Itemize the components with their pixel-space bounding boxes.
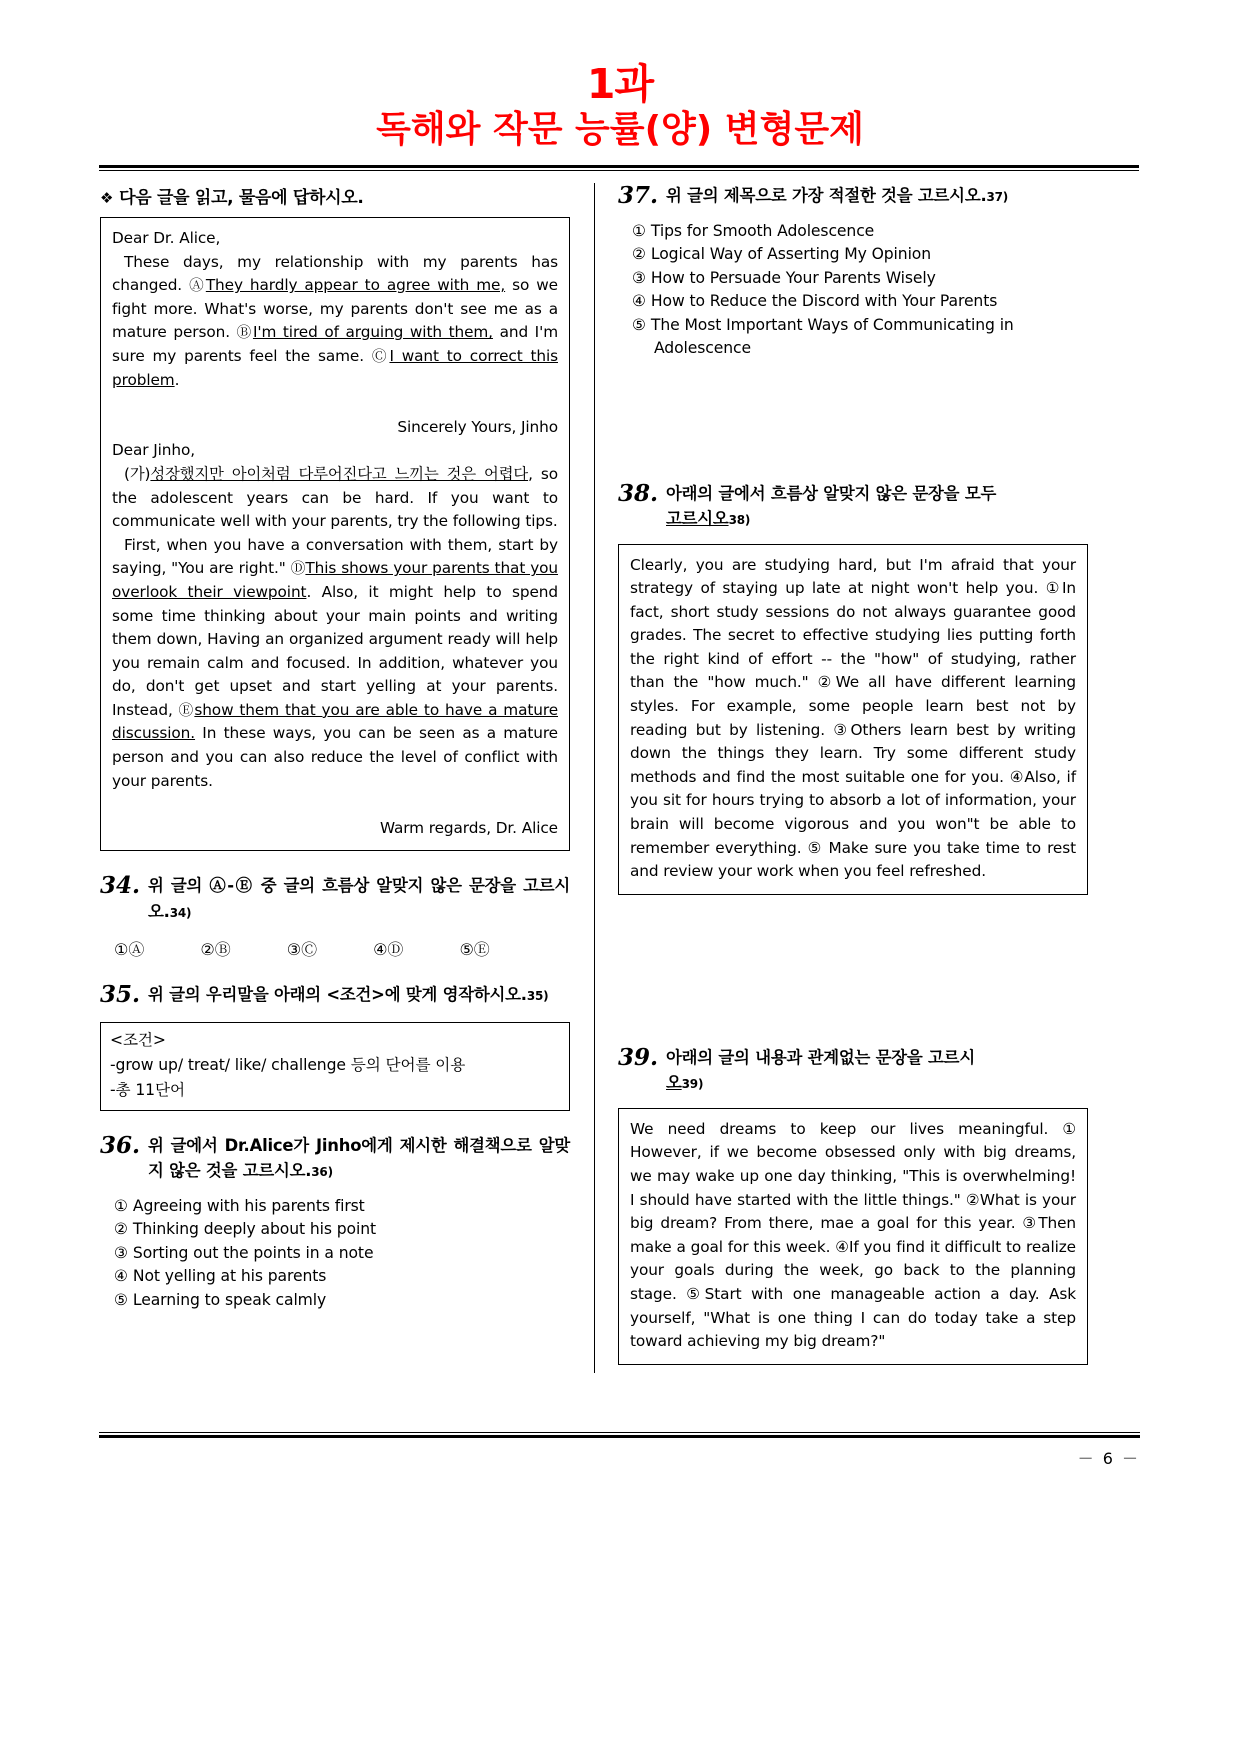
marker-d-icon: Ⓓ	[290, 560, 306, 578]
question-37-footnote: 37)	[986, 190, 1009, 204]
condition-line-1: -grow up/ treat/ like/ challenge 등의 단어를 이용	[110, 1055, 466, 1074]
choice-34-5[interactable]: ⑤Ⓔ	[459, 940, 490, 960]
question-34-footnote: 34)	[169, 905, 192, 920]
condition-box	[100, 1022, 570, 1111]
question-35-head	[100, 982, 570, 1010]
left-column	[100, 183, 594, 1373]
p2-underline-korean: 성장했지만 아이처럼 다루어진다고 느끼는 것은 어렵다	[150, 464, 529, 483]
choice-37-5[interactable]	[632, 314, 1088, 338]
choice-37-5-label: The Most Important Ways of Communicating in	[650, 315, 1014, 334]
question-39-prompt-line2: 오	[666, 1073, 682, 1093]
question-35-number: 35.	[100, 981, 141, 1009]
choice-36-3-number: ③	[114, 1243, 128, 1262]
question-39-head	[618, 1045, 1088, 1098]
p1-underline-3: I want to correct this problem	[112, 346, 558, 389]
choice-36-4-label: Not yelling at his parents	[132, 1267, 327, 1286]
question-39-number: 39.	[618, 1043, 659, 1071]
p1-underline-2: I'm tired of arguing with them,	[252, 323, 493, 342]
question-38	[618, 481, 1088, 895]
p2-seg-a: , so the adolescent years can be hard. If you want to communicate well with your parents, try the following tips.	[112, 464, 558, 531]
question-38-footnote: 38)	[728, 513, 751, 527]
p3-seg-a: First, when you have a conversation with them, start by saying, "You are right."	[112, 535, 558, 578]
spacer-before-q39	[618, 895, 1088, 1045]
passage-paragraph-1	[112, 251, 558, 393]
passage-salutation: Dear Dr. Alice,	[112, 229, 221, 247]
question-37	[618, 183, 1088, 361]
right-column	[618, 183, 1088, 1373]
choice-36-2-number: ②	[114, 1220, 128, 1239]
choice-37-3[interactable]	[632, 267, 1088, 291]
footer-divider-rule	[99, 1432, 1140, 1438]
choice-37-1-number: ①	[632, 221, 646, 240]
marker-b-icon: Ⓑ	[236, 324, 253, 342]
choice-36-1[interactable]	[114, 1195, 570, 1219]
choice-37-2-label: Logical Way of Asserting My Opinion	[650, 245, 932, 263]
p1-seg-d: .	[174, 370, 180, 389]
lesson-title: 1과	[586, 60, 654, 108]
passage-paragraph-2	[112, 463, 558, 534]
question-37-number: 37.	[618, 182, 659, 209]
question-36-prompt: 위 글에서 Dr.Alice가 Jinho에게 제시한 해결책으로 알맞지 않은 것을 고르시오.	[148, 1135, 570, 1181]
marker-a-icon: Ⓐ	[189, 277, 206, 295]
question-38-head	[618, 481, 1088, 534]
question-36-choices	[114, 1195, 570, 1313]
choice-37-4[interactable]	[632, 290, 1088, 314]
choice-36-2[interactable]	[114, 1218, 570, 1242]
choice-34-3[interactable]: ③Ⓒ	[286, 940, 318, 960]
p3-underline-2: show them that you are able to have a mature discussion.	[112, 700, 559, 743]
question-37-prompt: 위 글의 제목으로 가장 적절한 것을 고르시오.	[666, 186, 987, 205]
question-35-prompt: 위 글의 우리말을 아래의 <조건>에 맞게 영작하시오.	[148, 985, 527, 1005]
question-39-passage-text: We need dreams to keep our lives meaningful. ① However, if we become obsessed only with big dreams, we may wake up one day thinking, "This is overwhelming! I should have started with the little things." ②What is your big dream? From there, mae a goal for this year. ③Then make a goal for this week. ④If you find it difficult to realize your goals during the week, go back to the planning stage. ⑤Start with one manageable action a day. Ask yourself, "What is one thing I can do today take a step toward achieving my big dream?"	[630, 1119, 1076, 1351]
question-36-text	[148, 1133, 570, 1186]
question-35	[100, 982, 570, 1111]
choice-36-4[interactable]	[114, 1265, 570, 1289]
question-39-text	[666, 1045, 975, 1098]
choice-37-2[interactable]	[632, 243, 1088, 267]
question-37-choices	[632, 220, 1088, 361]
passage-paragraph-3	[112, 534, 558, 794]
marker-ga: (가)	[124, 464, 151, 483]
page-number: － 6 －	[1077, 1449, 1140, 1468]
choice-36-5-label: Learning to speak calmly	[132, 1290, 327, 1309]
choice-34-4[interactable]: ④Ⓓ	[373, 940, 404, 960]
marker-c-icon: Ⓒ	[371, 347, 390, 365]
p1-seg-b: so we fight more. What's worse, my parents don't see me as a mature person.	[112, 276, 558, 342]
content-columns	[100, 183, 1140, 1373]
question-38-prompt-line2: 고르시오	[666, 509, 729, 528]
question-39-prompt-line1: 아래의 글의 내용과 관계없는 문장을 고르시	[666, 1047, 975, 1067]
question-36-footnote: 36)	[311, 1165, 333, 1180]
p3-seg-b: . Also, it might help to spend some time thinking about your main points and writing them down, Having an organized argument ready will help you remain calm and focused. In addition, whatever you do, don't get upset and start yelling at your parents. Instead,	[112, 582, 558, 719]
passage-blank-line	[112, 392, 558, 416]
question-35-footnote: 35)	[526, 989, 549, 1004]
p1-underline-1: They hardly appear to agree with me,	[205, 276, 506, 295]
choice-36-4-number: ④	[114, 1267, 128, 1286]
question-38-prompt-line1: 아래의 글에서 흐름상 알맞지 않은 문장을 모두	[666, 483, 997, 503]
choice-36-5-number: ⑤	[114, 1290, 128, 1309]
question-36-head	[100, 1133, 570, 1186]
choice-36-1-number: ①	[114, 1196, 128, 1215]
passage-blank-line-2	[112, 793, 558, 817]
directions-text: 다음 글을 읽고, 물음에 답하시오.	[119, 188, 364, 208]
choice-37-2-number: ②	[632, 245, 646, 263]
marker-e-icon: Ⓔ	[178, 701, 195, 719]
question-39	[618, 1045, 1088, 1365]
choice-36-5[interactable]	[114, 1289, 570, 1313]
choice-37-3-number: ③	[632, 268, 646, 287]
choice-37-1-label: Tips for Smooth Adolescence	[650, 221, 875, 240]
question-34-choices	[114, 937, 570, 960]
question-35-text	[148, 982, 548, 1010]
directions-line	[100, 183, 570, 208]
choice-37-4-number: ④	[632, 292, 646, 310]
choice-34-2[interactable]: ②Ⓑ	[200, 940, 231, 960]
question-39-passage-box	[618, 1108, 1088, 1365]
passage-salutation-2: Dear Jinho,	[112, 441, 195, 460]
page-title: 독해와 작문 능률(양) 변형문제	[376, 109, 864, 150]
question-38-passage-text: Clearly, you are studying hard, but I'm afraid that your strategy of staying up late at night won't help you. ①In fact, short study sessions do not always guarantee good grades. The secret to effective studying lies putting forth the right kind of effort -- the "how" of studying, rather than the "how much." ②We all have different learning styles. For example, some people learn best not by reading but by listening. ③Others learn best by writing down the things they learn. Try some different study methods and find the most suitable one for you. ④Also, if you sit for hours trying to absorb a lot of information, your brain will become vigorous and you won"t be able to remember everything. ⑤ Make sure you take time to rest and review your work when you feel refreshed.	[630, 555, 1076, 881]
page-header	[100, 0, 1140, 152]
choice-36-2-label: Thinking deeply about his point	[132, 1220, 377, 1239]
column-divider	[594, 183, 595, 1373]
question-38-passage-box	[618, 544, 1088, 895]
choice-37-1[interactable]	[632, 220, 1088, 244]
question-36	[100, 1133, 570, 1313]
p1-seg-c: and I'm sure my parents feel the same.	[112, 323, 559, 365]
question-34-head	[100, 873, 570, 926]
passage-signature-2: Warm regards, Dr. Alice	[379, 818, 558, 837]
choice-36-1-label: Agreeing with his parents first	[132, 1196, 365, 1215]
choice-37-3-label: How to Persuade Your Parents Wisely	[650, 268, 936, 287]
choice-34-1[interactable]: ①Ⓐ	[114, 940, 145, 960]
p1-seg-a: These days, my relationship with my parents has changed.	[112, 252, 558, 295]
question-37-head	[618, 183, 1088, 211]
reading-passage-box	[100, 217, 570, 851]
spacer-before-q38	[618, 361, 1088, 481]
question-39-footnote: 39)	[681, 1077, 704, 1092]
question-34-prompt: 위 글의 Ⓐ-Ⓔ 중 글의 흐름상 알맞지 않은 문장을 고르시오.	[148, 876, 570, 921]
choice-37-5-number: ⑤	[632, 315, 646, 334]
question-38-text	[666, 481, 996, 534]
question-36-number: 36.	[100, 1131, 141, 1159]
p3-seg-c: In these ways, you can be seen as a mature person and you can also reduce the level of conflict with your parents.	[112, 724, 558, 790]
header-divider-rule	[99, 165, 1139, 171]
question-34-number: 34.	[100, 872, 141, 900]
question-34-text	[148, 873, 570, 926]
choice-36-3[interactable]	[114, 1242, 570, 1266]
choice-37-4-label: How to Reduce the Discord with Your Parents	[650, 292, 998, 310]
question-34	[100, 873, 570, 960]
choice-36-3-label: Sorting out the points in a note	[132, 1243, 374, 1262]
condition-title: <조건>	[110, 1030, 166, 1049]
diamond-bullet-icon: ❖	[100, 189, 114, 207]
question-37-text	[666, 183, 1008, 211]
choice-37-5-continuation: Adolescence	[654, 339, 752, 357]
p3-underline-1: This shows your parents that you overlook their viewpoint	[112, 559, 559, 601]
passage-signature-1: Sincerely Yours, Jinho	[397, 417, 558, 436]
question-38-number: 38.	[618, 479, 659, 507]
condition-line-2: -총 11단어	[110, 1080, 185, 1099]
